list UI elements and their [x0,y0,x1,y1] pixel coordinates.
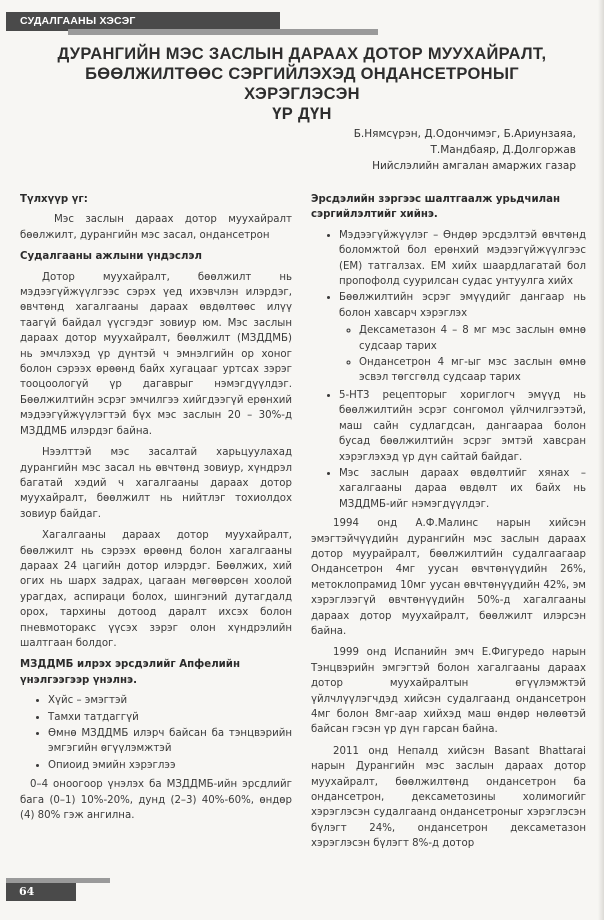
apfel-risk-list [20,693,292,773]
paragraph: Дотор муухайралт, бөөлжилт нь мэдээгүйжүүлгээс сэрэх үед ихэвчлэн илэрдэг, өвчтөнд хагалгааны дараах өвдөлтөөс илүү таагүй байдал үүсгэдэг зовиур юм. Мэс заслын дараах дотор муухайралт, бөөлжилт (МЗДДМБ) нь эмчлэхэд үр дүнтэй ч эмнэлгийн ор хоног болон сэрээх өрөөнд байх хугацааг уртсах зэрэг тооцоологүй үр дагаврыг нэмэгдүүлдэг. Бөөлжилтийн эсрэг эмчилгээ хийгдээгүй ерөнхий мэдээгүйжүүлэгтэй бүх мэс заслын 20 – 30%-д МЗДДМБ илэрдэг байна. [20,271,292,437]
prevention-heading: Эрсдэлийн зэргээс шалтгаалж урьдчилан сэргийлэлтийг хийнэ. [311,194,561,221]
sub-list [339,323,586,386]
authors-line: Т.Мандбаяр, Д.Долгоржав [430,144,576,156]
section-header-underline [68,29,378,35]
footer-bar [6,883,76,901]
list-item: • Өмнө МЗДДМБ илэрч байсан ба тэнцвэрийн эмгэгийн өгүүлэмжтэй [48,726,292,757]
left-column [20,192,292,829]
list-item: • Хүйс – эмэгтэй [48,693,292,708]
sub-list-item: ◦ Дексаметазон 4 – 8 мг мэс заслын өмнө судсаар тарих [359,323,586,354]
paragraph: Нээлттэй мэс засалтай харьцуулахад дурангийн мэс засал нь өвчтөнд зовиур, хүндрэл багатай хэдий ч хагалгааны дараах дотор муухайралт, бөөлжилт нь нийтлэг тохиолдох зовиур байдаг. [20,447,292,520]
section-label: СУДАЛГААНЫ ХЭСЭГ [20,15,136,27]
paragraph: 1994 онд А.Ф.Малинс нарын хийсэн эмэгтэйчүүдийн дурангийн мэс заслын дараах дотор муурайралт, бөөлжилтийн судалгаагаар Ондансетрон 4мг уусан өвчтөнүүдийн 26%, метоклопрамид 10мг уусан өвчтөнүүдийн 42%, эм хэрэглээгүй өвчтөнүүдийн 50%-д хагалгааны дараах дотор муухайралт, бөөлжилт илэрсэн байна. [311,518,586,637]
list-item: • Тамхи татдаггүй [48,710,292,725]
list-item [339,466,586,512]
sub-list-item: ◦ Ондансетрон 4 мг-ыг мэс заслын өмнө эсвэл төгсгөлд судсаар тарих [359,355,586,386]
apfel-heading: МЗДДМБ илрэх эрсдэлийг Апфелийн үнэлгээгээр үнэлнэ. [20,659,240,686]
background-heading: Судалгааны ажлыни үндэслэл [20,251,202,263]
title-line: БӨӨЛЖИЛТӨӨС СЭРГИЙЛЭХЭД ОНДАНСЕТРОНЫГ ХЭРЭГЛЭСЭН [85,65,519,103]
list-item [339,388,586,465]
right-column [311,192,586,858]
paragraph: Хагалгааны дараах дотор муухайралт, бөөлжилт нь сэрээх өрөөнд болон хагалгааны дараах 24 цагийн дотор илэрдэг. Бөөлжих, хий огих нь шарх задрах, цагаан мөгөөрсөн хоолой урагдах, аспираци болох, шингэний дутагдалд орох, тархины дотоод даралт ихсэх болон пневмоторакс үүсэх зэрэг олон хүндрэлийн шалтгаан болдог. [20,530,292,649]
list-item: • Опиоид эмийн хэрэглээ [48,758,292,773]
title-line: ҮР ДҮН [272,105,332,123]
list-item-text: Бөөлжилтийн эсрэг эмүүдийг дангаар нь болон хавсарч хэрэглэх [339,292,586,319]
author-block [276,126,576,174]
keywords-text: Мэс заслын дараах дотор муухайралт бөөлжилт, дурангийн мэс засал, ондансетрон [20,214,292,241]
page-number: 64 [19,885,35,898]
prevention-list [311,228,586,512]
authors-line: Б.Нямсүрэн, Д.Одончимэг, Б.Ариунзаяа, [353,128,576,140]
paragraph: 1999 онд Испанийн эмч Е.Фигуредо нарын Тэнцвэрийн эмгэгтэй болон хагалгааны дараах дотор муухайралтын өгүүлэмжтэй үйлчлүүлэгчдэд хийсэн судалгаанд ондансетрон 4мг болон 8мг-аар хийхэд маш өндөр нөлөөтэй байсан гэсэн үр дүн гарсан байна. [311,647,586,736]
list-item-text: Мэс заслын дараах өвдөлтийг хянах – хагалгааны дараа өвдөлт их байх нь МЗДДМБ-ийг нэмэгдүүлдэг. [339,467,586,510]
apfel-scoring: 0–4 оноогоор үнэлэх ба МЗДДМБ-ийн эрсдлийг бага (0–1) 10%-20%, дунд (2–3) 40%-60%, өндөр (4) 80% гэж ангилна. [20,779,292,822]
keywords-heading: Түлхүүр үг: [20,194,88,205]
article-title [30,44,574,124]
title-line: ДУРАНГИЙН МЭС ЗАСЛЫН ДАРААХ ДОТОР МУУХАЙРАЛТ, [57,45,547,63]
affiliation: Нийслэлийн амгалан амаржих газар [372,160,576,172]
page-edge-shadow [598,0,604,920]
list-item-text: Мэдээгүйжүүлэг – Өндөр эрсдэлтэй өвчтөнд боломжтой бол ерөнхий мэдээгүйжүүлгээс (ЕМ) татгалзах. ЕМ хийх шаардлагатай бол пропофолд суурилсан судас унтуулга хийх [339,229,586,288]
list-item-text: 5-НТ3 рецепторыг хориглогч эмүүд нь бөөлжилтийн эсрэг сонгомол үйлчилгээтэй, маш сайн судлагдсан, дангаараа болон бусад бөөлжилтийн эсрэг эмтэй хавсран хэрэглэхэд үр дүн сайтай байдаг. [339,389,586,463]
list-item [339,290,586,385]
list-item [339,228,586,290]
paragraph: 2011 онд Непалд хийсэн Basant Bhattarai нарын Дурангийн мэс заслын дараах дотор муухайралт, бөөлжилтөнд ондансетрон ба ондансетрон, дексаметозины холимогийг хэрэглэсэн судалгаанд ондансетроныг хэрэглэсэн бүлэгт 24%, ондансетрон дексаметазон хэрэглэсэн бүлэгт 8%-д дотор [311,745,586,850]
